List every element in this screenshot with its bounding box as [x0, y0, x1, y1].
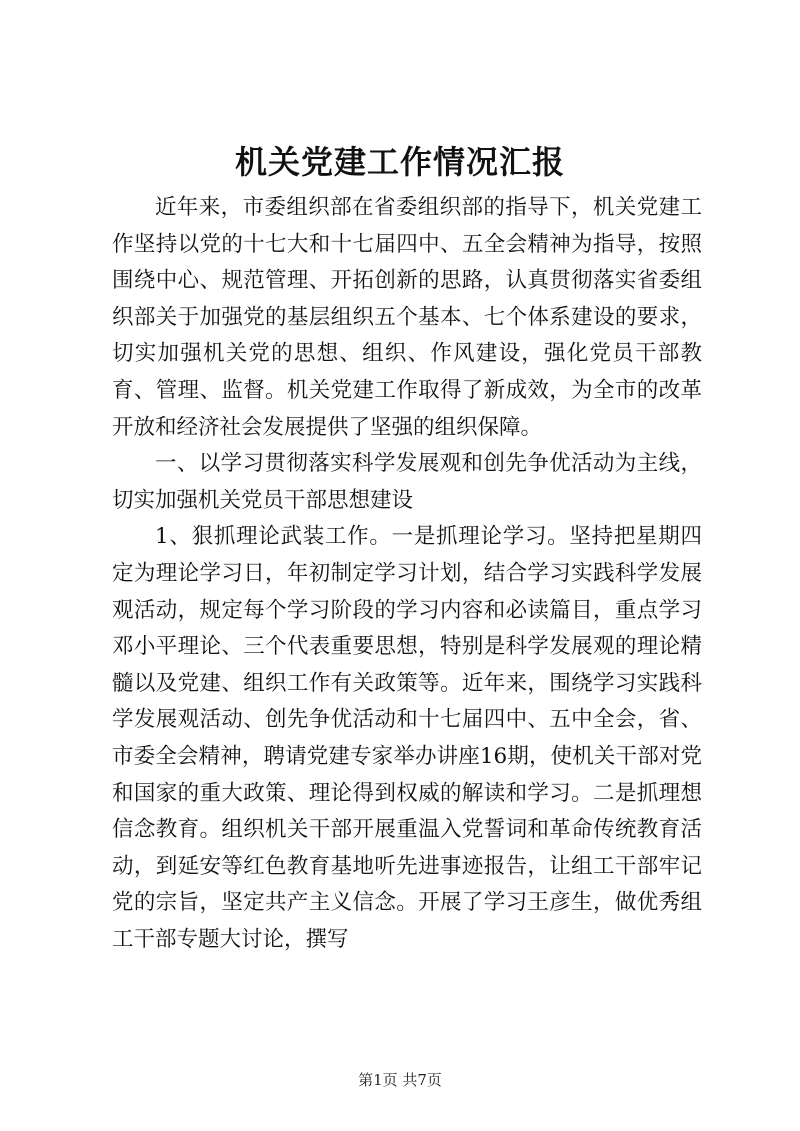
- page-footer: 第1页 共7页: [358, 1071, 442, 1089]
- paragraph-intro: 近年来，市委组织部在省委组织部的指导下，机关党建工作坚持以党的十七大和十七届四中、五全会精神为指导，按照围绕中心、规范管理、开拓创新的思路，认真贯彻落实省委组织部关于加强党的基层组织五个基本、七个体系建设的要求，切实加强机关党的思想、组织、作风建设，强化党员干部教育、管理、监督。机关党建工作取得了新成效，为全市的改革开放和经济社会发展提供了坚强的组织保障。: [112, 195, 702, 440]
- paragraph-theory-study: 1、狠抓理论武装工作。一是抓理论学习。坚持把星期四定为理论学习日，年初制定学习计划，结合学习实践科学发展观活动，规定每个学习阶段的学习内容和必读篇目，重点学习邓小平理论、三个代表重要思想，特别是科学发展观的理论精髓以及党建、组织工作有关政策等。近年来，围绕学习实践科学发展观活动、创先争优活动和十七届四中、五中全会，省、市委全会精神，聘请党建专家举办讲座16期，使机关干部对党和国家的重大政策、理论得到权威的解读和学习。二是抓理想信念教育。组织机关干部开展重温入党誓词和革命传统教育活动，到延安等红色教育基地听先进事迹报告，让组工干部牢记党的宗旨，坚定共产主义信念。开展了学习王彦生，做优秀组工干部专题大讨论，撰写: [112, 524, 702, 952]
- document-title: 机关党建工作情况汇报: [234, 143, 565, 181]
- section-heading: 一、以学习贯彻落实科学发展观和创先争优活动为主线，切实加强机关党员干部思想建设: [112, 451, 702, 513]
- document-body: [112, 190, 702, 958]
